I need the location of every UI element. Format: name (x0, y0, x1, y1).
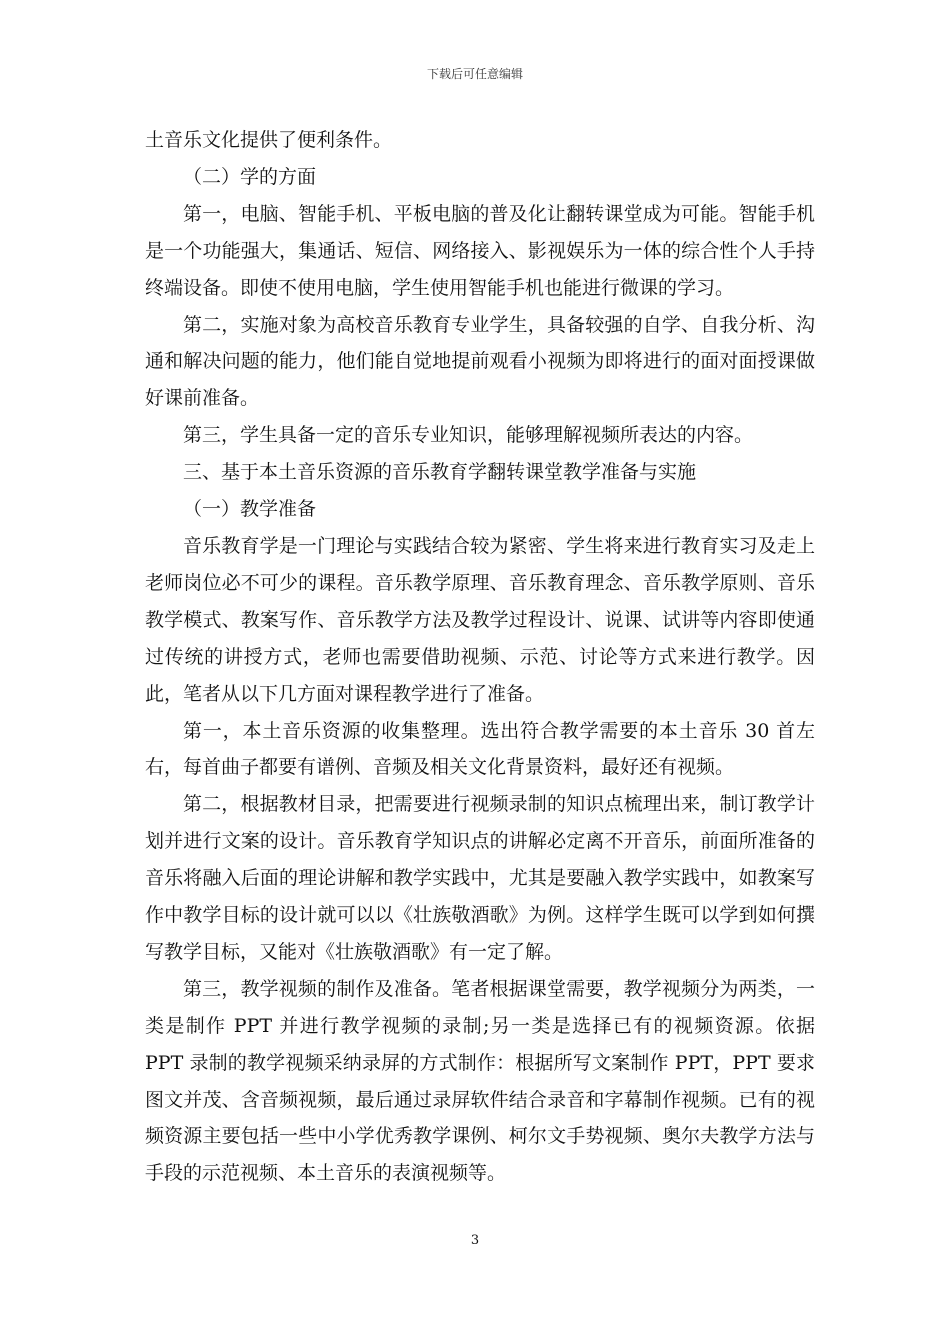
paragraph: 第三，学生具备一定的音乐专业知识，能够理解视频所表达的内容。 (183, 424, 754, 447)
paragraph: 土音乐文化提供了便利条件。 (145, 129, 393, 151)
document-body (145, 122, 815, 1192)
paragraph: 第二，实施对象为高校音乐教育专业学生，具备较强的自学、自我分析、沟通和解决问题的能力，他们能自觉地提前观看小视频为即将进行的面对面授课做好课前准备。 (145, 313, 815, 410)
paragraph: 第三，教学视频的制作及准备。笔者根据课堂需要，教学视频分为两类，一类是制作 PPT 并进行教学视频的录制;另一类是选择已有的视频资源。依据 PPT 录制的教学视频采纳录屏的方式制作：根据所写文案制作 PPT，PPT 要求图文并茂、含音频视频，最后通过录屏软件结合录音和字幕制作视频。已有的视频资源主要包括一些中小学优秀教学课例、柯尔文手势视频、奥尔夫教学方法与手段的示范视频、本土音乐的表演视频等。 (145, 977, 815, 1185)
paragraph: 音乐教育学是一门理论与实践结合较为紧密、学生将来进行教育实习及走上老师岗位必不可少的课程。音乐教学原理、音乐教育理念、音乐教学原则、音乐教学模式、教案写作、音乐教学方法及教学过程设计、说课、试讲等内容即使通过传统的讲授方式，老师也需要借助视频、示范、讨论等方式来进行教学。因此，笔者从以下几方面对课程教学进行了准备。 (145, 534, 815, 705)
section-heading: 三、基于本土音乐资源的音乐教育学翻转课堂教学准备与实施 (183, 461, 697, 484)
paragraph: 第一，本土音乐资源的收集整理。选出符合教学需要的本土音乐 30 首左右，每首曲子都要有谱例、音频及相关文化背景资料，最好还有视频。 (145, 719, 815, 779)
page-header: 下载后可任意编辑 (426, 67, 523, 81)
page-number: 3 (470, 1233, 480, 1248)
section-heading: （二）学的方面 (183, 165, 317, 188)
section-heading: （一）教学准备 (183, 498, 317, 521)
paragraph: 第一，电脑、智能手机、平板电脑的普及化让翻转课堂成为可能。智能手机是一个功能强大，集通话、短信、网络接入、影视娱乐为一体的综合性个人手持终端设备。即使不使用电脑，学生使用智能手机也能进行微课的学习。 (145, 202, 815, 299)
paragraph: 第二，根据教材目录，把需要进行视频录制的知识点梳理出来，制订教学计划并进行文案的设计。音乐教育学知识点的讲解必定离不开音乐，前面所准备的音乐将融入后面的理论讲解和教学实践中，尤其是要融入教学实践中，如教案写作中教学目标的设计就可以以《壮族敬酒歌》为例。这样学生既可以学到如何撰写教学目标，又能对《壮族敬酒歌》有一定了解。 (145, 793, 815, 963)
